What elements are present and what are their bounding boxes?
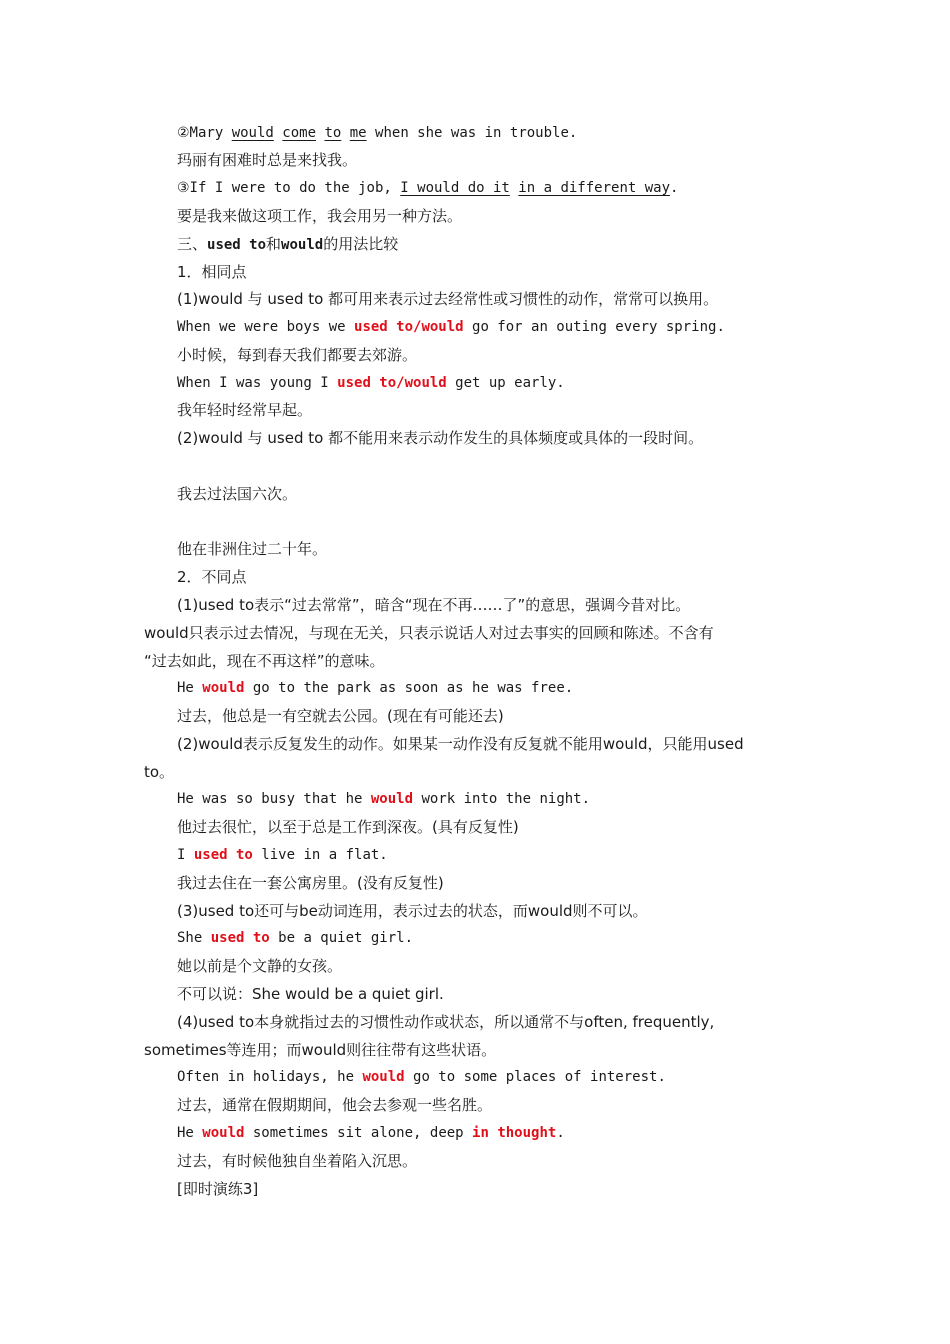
rule-paragraph: (1)would 与 used to 都可用来表示过去经常性或习惯性的动作，常常可以换用。: [177, 290, 719, 308]
example-sentence: I used to live in a flat.: [177, 847, 388, 863]
underlined-phrase: me: [349, 125, 367, 141]
underlined-phrase: I would do it: [400, 180, 510, 196]
example-sentence: She used to be a quiet girl.: [177, 930, 414, 946]
rule-paragraph: (3)used to还可与be动词连用，表示过去的状态，而would则不可以。: [177, 902, 648, 920]
example-3-sentence: ③If I were to do the job, I would do it in a different way.: [177, 180, 679, 196]
example-translation: 过去，有时候他独自坐着陷入沉思。: [177, 1152, 418, 1170]
example-sentence: When we were boys we used to/would go for an outing every spring.: [177, 319, 725, 335]
underlined-phrase: come: [282, 125, 317, 141]
highlight-phrase: used to: [210, 930, 270, 946]
example-translation: 小时候，每到春天我们都要去郊游。: [177, 346, 418, 364]
example-translation: 他过去很忙，以至于总是工作到深夜。(具有反复性): [177, 818, 519, 836]
underlined-phrase: to: [324, 125, 342, 141]
example-sentence: He was so busy that he would work into the night.: [177, 791, 591, 807]
highlight-phrase: would: [202, 680, 245, 696]
highlight-phrase: used to/would: [337, 375, 447, 391]
underlined-phrase: in a different way: [518, 180, 671, 196]
example-translation: 她以前是个文静的女孩。: [177, 957, 343, 975]
example-sentence: Often in holidays, he would go to some places of interest.: [177, 1069, 666, 1085]
highlight-phrase: used to/would: [354, 319, 464, 335]
rule-paragraph: sometimes等连用；而would则往往带有这些状语。: [144, 1041, 497, 1059]
example-translation: 我年轻时经常早起。: [177, 401, 313, 419]
subsection-title: 2．不同点: [177, 568, 247, 586]
section-heading: 三、used to和would的用法比较: [177, 235, 399, 253]
underlined-phrase: would: [231, 125, 274, 141]
highlight-phrase: in thought: [472, 1125, 557, 1141]
example-sentence: He would sometimes sit alone, deep in thought.: [177, 1125, 565, 1141]
example-2-translation: 玛丽有困难时总是来找我。: [177, 151, 358, 169]
rule-paragraph: (2)would 与 used to 都不能用来表示动作发生的具体频度或具体的一段时间。: [177, 429, 704, 447]
highlight-phrase: would: [370, 791, 414, 807]
example-translation: 过去，他总是一有空就去公园。(现在有可能还去): [177, 707, 504, 725]
example-translation: 他在非洲住过二十年。: [177, 540, 328, 558]
rule-paragraph: to。: [144, 763, 175, 781]
highlight-phrase: would: [362, 1069, 405, 1085]
example-3-translation: 要是我来做这项工作，我会用另一种方法。: [177, 207, 463, 225]
highlight-phrase: would: [202, 1125, 245, 1141]
rule-paragraph: (1)used to表示“过去常常”，暗含“现在不再……了”的意思，强调今昔对比。: [177, 596, 691, 614]
incorrect-usage-note: 不可以说：She would be a quiet girl.: [177, 985, 444, 1003]
rule-paragraph: would只表示过去情况，与现在无关，只表示说话人对过去事实的回顾和陈述。不含有: [144, 624, 714, 642]
example-number: ②Mary: [177, 125, 232, 141]
example-translation: 过去，通常在假期期间，他会去参观一些名胜。: [177, 1096, 493, 1114]
example-translation: 我去过法国六次。: [177, 485, 298, 503]
rule-paragraph: “过去如此，现在不再这样”的意味。: [144, 652, 385, 670]
rule-paragraph: (4)used to本身就指过去的习惯性动作或状态，所以通常不与often, frequently,: [177, 1013, 715, 1031]
example-2-sentence: ②Mary would come to me when she was in trouble.: [177, 125, 578, 141]
subsection-title: 1．相同点: [177, 263, 247, 281]
practice-heading: [即时演练3]: [177, 1180, 259, 1198]
rule-paragraph: (2)would表示反复发生的动作。如果某一动作没有反复就不能用would，只能用used: [177, 735, 744, 753]
highlight-phrase: used to: [193, 847, 253, 863]
example-translation: 我过去住在一套公寓房里。(没有反复性): [177, 874, 444, 892]
example-sentence: When I was young I used to/would get up early.: [177, 375, 565, 391]
example-sentence: He would go to the park as soon as he was free.: [177, 680, 574, 696]
